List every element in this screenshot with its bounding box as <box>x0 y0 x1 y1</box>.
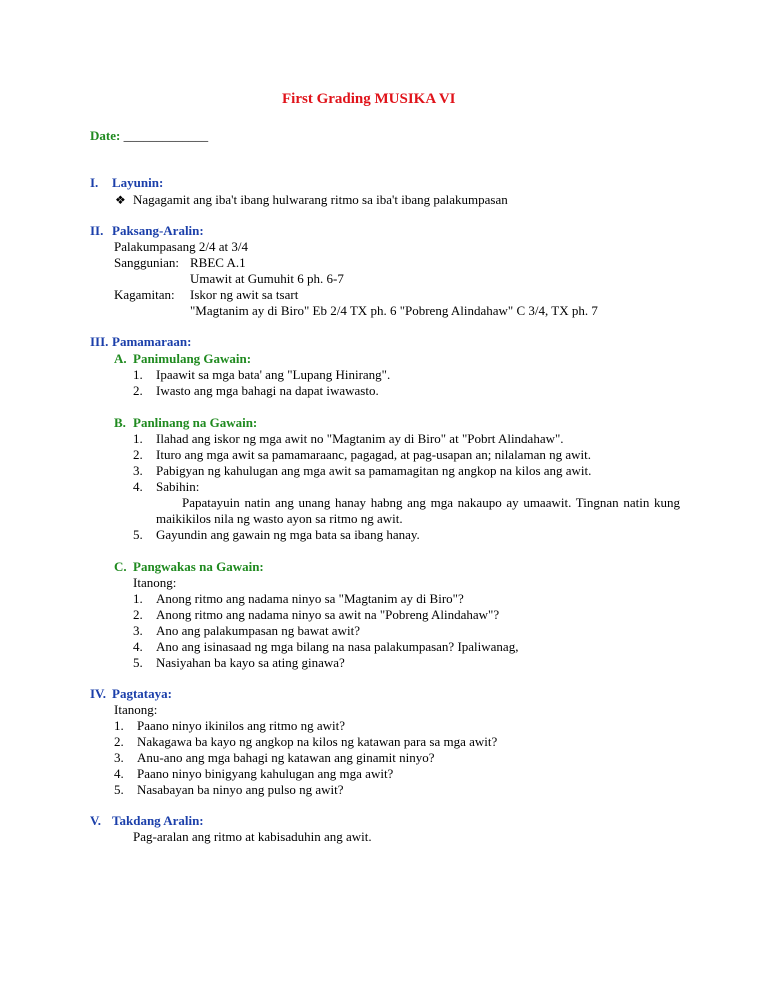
subsection-c-letter: C. <box>114 559 127 574</box>
takdang-aralin-text: Pag-aralan ang ritmo at kabisaduhin ang awit. <box>133 829 372 844</box>
layunin-item: Nagagamit ang iba't ibang hulwarang ritmo sa iba't ibang palakumpasan <box>133 192 508 207</box>
sanggunian-label: Sanggunian: <box>114 255 179 270</box>
subsection-b-heading: Panlinang na Gawain: <box>133 415 258 430</box>
diamond-bullet-icon: ❖ <box>115 193 126 207</box>
list-item: Paano ninyo ikinilos ang ritmo ng awit? <box>137 718 345 733</box>
date-blank: _____________ <box>123 128 209 143</box>
itanong-label: Itanong: <box>133 575 177 590</box>
date-label: Date: <box>90 128 121 143</box>
section-v-heading: Takdang Aralin: <box>112 813 204 828</box>
subsection-a-letter: A. <box>114 351 127 366</box>
paksa-topic: Palakumpasang 2/4 at 3/4 <box>114 239 248 254</box>
subsection-b-letter: B. <box>114 415 126 430</box>
sanggunian-value-1: RBEC A.1 <box>190 255 246 270</box>
list-item-number: 5. <box>133 655 143 670</box>
list-item-number: 4. <box>133 479 143 494</box>
list-item: Pabigyan ng kahulugan ang mga awit sa pamamagitan ng angkop na kilos ang awit. <box>156 463 592 478</box>
list-item: Anong ritmo ang nadama ninyo sa "Magtanim ay di Biro"? <box>156 591 464 606</box>
date-line <box>90 128 208 144</box>
list-item: Anong ritmo ang nadama ninyo sa awit na "Pobreng Alindahaw"? <box>156 607 500 622</box>
itanong-label: Itanong: <box>114 702 158 717</box>
list-item: Ilahad ang iskor ng mga awit no "Magtanim ay di Biro" at "Pobrt Alindahaw". <box>156 431 564 446</box>
list-item: Ituro ang mga awit sa pamamaraanc, pagagad, at pag-usapan an; nilalaman ng awit. <box>156 447 591 462</box>
list-item: Anu-ano ang mga bahagi ng katawan ang ginamit ninyo? <box>137 750 435 765</box>
list-item: Sabihin: <box>156 479 200 494</box>
list-item-number: 5. <box>114 782 124 797</box>
list-item: Gayundin ang gawain ng mga bata sa ibang hanay. <box>156 527 420 542</box>
section-iv-heading: Pagtataya: <box>112 686 172 701</box>
sabihin-paragraph: Papatayuin natin ang unang hanay habng ang mga nakaupo ay umaawit. Tingnan natin kung maikikilos nila ng wasto ayon sa ritmo ng awit. <box>156 495 680 526</box>
sanggunian-value-2: Umawit at Gumuhit 6 ph. 6-7 <box>190 271 344 286</box>
subsection-c-heading: Pangwakas na Gawain: <box>133 559 264 574</box>
list-item-number: 1. <box>133 431 143 446</box>
section-iii-heading: Pamamaraan: <box>112 334 192 349</box>
section-ii-numeral: II. <box>90 223 104 238</box>
kagamitan-value-2: "Magtanim ay di Biro" Eb 2/4 TX ph. 6 "Pobreng Alindahaw" C 3/4, TX ph. 7 <box>190 303 598 318</box>
kagamitan-value-1: Iskor ng awit sa tsart <box>190 287 299 302</box>
list-item: Ano ang palakumpasan ng bawat awit? <box>156 623 360 638</box>
list-item-number: 2. <box>133 607 143 622</box>
list-item-number: 2. <box>114 734 124 749</box>
list-item-number: 3. <box>133 623 143 638</box>
list-item-number: 1. <box>114 718 124 733</box>
section-ii-heading: Paksang-Aralin: <box>112 223 204 238</box>
section-i-heading: Layunin: <box>112 175 164 190</box>
list-item: Nasiyahan ba kayo sa ating ginawa? <box>156 655 345 670</box>
list-item-number: 1. <box>133 367 143 382</box>
list-item-number: 4. <box>114 766 124 781</box>
list-item-number: 3. <box>114 750 124 765</box>
list-item-number: 5. <box>133 527 143 542</box>
list-item: Iwasto ang mga bahagi na dapat iwawasto. <box>156 383 379 398</box>
section-iii-numeral: III. <box>90 334 109 349</box>
list-item: Nasabayan ba ninyo ang pulso ng awit? <box>137 782 344 797</box>
list-item-number: 3. <box>133 463 143 478</box>
list-item-number: 2. <box>133 383 143 398</box>
list-item-number: 2. <box>133 447 143 462</box>
section-iv-numeral: IV. <box>90 686 107 701</box>
section-i-numeral: I. <box>90 175 99 190</box>
list-item: Ipaawit sa mga bata' ang "Lupang Hinirang". <box>156 367 391 382</box>
list-item: Nakagawa ba kayo ng angkop na kilos ng katawan para sa mga awit? <box>137 734 498 749</box>
list-item: Ano ang isinasaad ng mga bilang na nasa palakumpasan? Ipaliwanag, <box>156 639 519 654</box>
kagamitan-label: Kagamitan: <box>114 287 175 302</box>
subsection-a-heading: Panimulang Gawain: <box>133 351 252 366</box>
list-item-number: 4. <box>133 639 143 654</box>
list-item: Paano ninyo binigyang kahulugan ang mga awit? <box>137 766 394 781</box>
list-item-number: 1. <box>133 591 143 606</box>
page-title: First Grading MUSIKA VI <box>282 91 456 107</box>
section-v-numeral: V. <box>90 813 101 828</box>
